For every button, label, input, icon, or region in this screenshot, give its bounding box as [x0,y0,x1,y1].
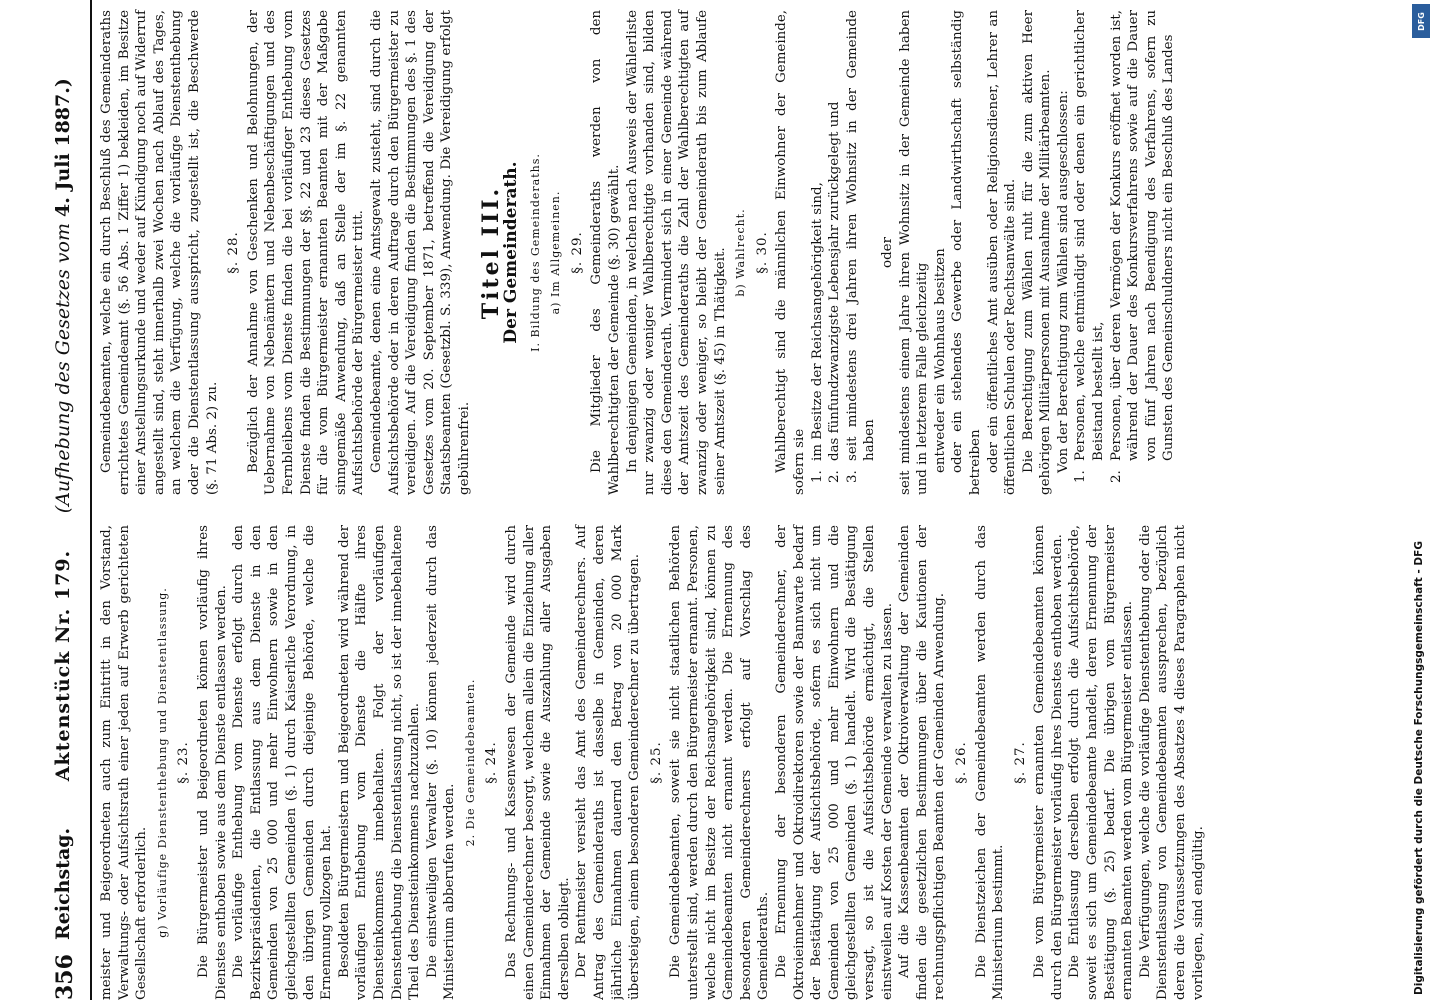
paragraph: entweder ein Wohnhaus besitzen [932,248,948,473]
paragraph: Bezüglich der Annahme von Geschenken und Belohnungen, der Uebernahme von Nebenämtern und Nebenbeschäftigungen und des Fernbleibens vom Dienste finden die bei vorläufiger Enthebung vom Dienste finden die Bestimmungen der §§. 22 und 23 dieses Gesetzes für die vom Bürgermeister ernannten Beamten mit der Maßgabe sinngemäße Anwendung, daß an Stelle der im §. 22 genannten Aufsichtsbehörde der Bürgermeister tritt. [245,10,367,495]
left-column [98,525,1412,1000]
section-heading: §. 30. [754,231,770,274]
title-subheading: Der Gemeinderath. [501,161,522,344]
page-number: 356 [52,954,78,1000]
paragraph: Wahlberechtigt sind die männlichen Einwohner der Gemeinde, sofern sie [774,10,807,495]
paragraph: oder ein stehendes Gewerbe oder Landwirthschaft selbständig betreiben [950,10,983,495]
numbered-list [1072,10,1178,495]
dfg-logo: DFG [1412,4,1430,38]
paragraph: Die vom Bürgermeister ernannten Gemeindebeamten können durch den Bürgermeister vorläufig ihres Dienstes enthoben werden. [1032,525,1065,1000]
paragraph: Besoldeten Bürgermeistern und Beigeordneten wird während der vorläufigen Enthebung vom Dienste die Hälfte ihres Diensteinkommens innebehalten. Folgt der vorläufigen Dienstenthebung die Dienstentlassung nicht, so ist der innebehaltene Theil des Diensteinkommens nachzuzahlen. [336,525,423,1000]
list-item: 1. Personen, welche entmündigt sind oder denen ein gerichtlicher Beistand bestellt ist, [1073,10,1107,483]
law-title: (Aufhebung des Gesetzes vom 4. Juli 1887.) [52,78,74,514]
subheading: g) Vorläufige Dienstenthebung und Dienstentlassung. [155,587,169,938]
title-heading: Titel III. [478,185,505,320]
digitization-credit: Digitalisierung gefördert durch die Deutsche Forschungsgemeinschaft - DFG [1413,541,1425,995]
subheading: a) Im Allgemeinen. [549,190,563,315]
running-head [52,78,74,940]
paragraph: Das Rechnungs- und Kassenwesen der Gemeinde wird durch einen Gemeinderechner besorgt, welchem allein die Einziehung aller Einnahmen der Gemeinde sowie die Auszahlung aller Ausgaben derselben obliegt. [504,525,572,1000]
paragraph: Gemeindebeamten, welche ein durch Beschluß des Gemeinderaths errichtetes Gemeindeamt (§. 56 Abs. 1 Ziffer 1) bekleiden, im Besitze einer Anstellungsurkunde und weder auf Kündigung noch auf Widerruf angestellt sind, steht innerhalb zwei Wochen nach Ablauf des Tages, an welchem die Verfügung, welche die vorläufige Dienstenthebung oder die Dienstentlassung ausspricht, zugestellt ist, die Beschwerde (§. 71 Abs. 2) zu. [99,10,220,495]
paragraph: Die Ernennung der besonderen Gemeinderechner, der Oktroieinnehmer und Oktroidirektoren sowie der Bannwarte bedarf der Bestätigung der Aufsichtsbehörde, sofern es sich nicht um Gemeinden von 25 000 und mehr Einwohnern und die gleichgestellten Gemeinden (§. 1) handelt. Wird die Bestätigung versagt, so ist die Aufsichtsbehörde ermächtigt, die Stellen einstweilen auf Kosten der Gemeinde verwalten zu lassen. [773,525,895,1000]
paragraph: Die Bürgermeister und Beigeordneten können vorläufig ihres Dienstes enthoben sowie aus dem Dienste entlassen werden. [195,525,229,1000]
right-column [98,10,1412,495]
paragraph: Die Mitglieder des Gemeinderaths werden von den Wahlberechtigten der Gemeinde (§. 30) gewählt. [589,10,623,495]
paragraph: Die Gemeindebeamten, soweit sie nicht staatlichen Behörden unterstellt sind, werden durch den Bürgermeister ernannt. Personen, welche nicht im Besitze der Reichsangehörigkeit sind, können zu Gemeindebeamten nicht ernannt werden. Die Ernennung des besonderen Gemeinderechners erfolgt auf Vorschlag des Gemeinderaths. [668,525,772,1000]
paragraph: Die Verfügungen, welche die vorläufige Dienstenthebung oder die Dienstentlassung von Gemeindebeamten aussprechen, bezüglich deren die Voraussetzungen des Absatzes 4 dieses Paragraphen nicht vorliegen, sind endgültig. [1137,525,1206,1000]
section-heading: §. 25. [648,741,664,784]
section-heading: §. 23. [176,741,192,784]
paragraph: In denjenigen Gemeinden, in welchen nach Ausweis der Wählerliste nur zwanzig oder weniger Wahlberechtigte vorhanden sind, bilden diese den Gemeinderath. Vermindert sich in einer Gemeinde während der Amtszeit des Gemeinderaths die Zahl der Wahlberechtigten auf zwanzig oder weniger, so bleibt der Gemeinderath bis zum Ablaufe seiner Amtszeit (§. 45) in Thätigkeit. [624,10,728,495]
section-heading: §. 27. [1012,741,1028,784]
paragraph: Die einstweiligen Verwalter (§. 10) können jederzeit durch das Ministerium abberufen werden. [424,525,458,1000]
section-heading: §. 29. [569,231,585,274]
paragraph: Von der Berechtigung zum Wählen sind ausgeschlossen: [1055,90,1071,473]
connector-text: oder [879,237,895,268]
section-heading: §. 24. [484,741,500,784]
subheading: I. Bildung des Gemeinderaths. [528,153,542,352]
list-item: 1. im Besitze der Reichsangehörigkeit sind, [809,182,825,483]
paragraph: Die Dienstzeichen der Gemeindebeamten werden durch das Ministerium bestimmt. [973,525,1007,1000]
paragraph: Gemeindebeamte, denen eine Amtsgewalt zusteht, sind durch die Aufsichtsbehörde oder in deren Auftrage durch den Bürgermeister zu vereidigen. Auf die Vereidigung finden die Bestimmungen des §. 1 des Gesetzes vom 20. September 1871, betreffend die Vereidigung der Staatsbeamten (Gesetzbl. S. 339), Anwendung. Die Vereidigung erfolgt gebührenfrei. [368,10,472,495]
paragraph: Die Entlassung derselben erfolgt durch die Aufsichtsbehörde, soweit es sich um Gemeindebeamte handelt, deren Ernennung der Bestätigung (§. 25) bedarf. Die übrigen vom Bürgermeister ernannten Beamten werden vom Bürgermeister entlassen. [1067,525,1136,1000]
document-number: Aktenstück Nr. 179. [52,549,74,782]
paragraph: Der Rentmeister versieht das Amt des Gemeinderechners. Auf Antrag des Gemeinderaths ist dasselbe in Gemeinden, deren jährliche Einnahmen dauernd den Betrag von 20 000 Mark übersteigen, einem besonderen Gemeinderechner zu übertragen. [574,525,643,1000]
list-item: 2. Personen, über deren Vermögen der Konkurs eröffnet worden ist, während der Dauer des Konkursverfahrens sowie auf die Dauer von fünf Jahren nach Beendigung des Verfahrens, sofern zu Gunsten des Gemeinschuldners nicht ein Beschluß des Landes [1108,10,1177,483]
scanned-page [46,0,1416,1000]
paragraph: oder ein öffentliches Amt ausüben oder Religionsdiener, Lehrer an öffentlichen Schulen oder Rechtsanwälte sind. [985,10,1019,495]
numbered-list [809,10,879,495]
paragraph: meister und Beigeordneten auch zum Eintritt in den Vorstand, Verwaltungs- oder Aufsichtsrath einer jeden auf Erwerb gerichteten Gesellschaft erforderlich. [99,525,150,1000]
section-heading: §. 26. [953,741,969,784]
digitization-sidebar [1410,0,1432,1000]
paragraph: Die Berechtigung zum Wählen ruht für die zum aktiven Heer gehörigen Militärpersonen mit Ausnahme der Militärbeamten. [1020,10,1054,495]
paragraph: Auf die Kassenbeamten der Oktroiverwaltung der Gemeinden finden die gesetzlichen Bestimmungen über die Kautionen der rechnungspflichtigen Beamten der Gemeinden Anwendung. [897,525,948,1000]
paragraph: Die vorläufige Enthebung vom Dienste erfolgt durch den Bezirkspräsidenten, die Entlassung aus dem Dienste in den Gemeinden von 25 000 und mehr Einwohnern sowie in den gleichgestellten Gemeinden (§. 1) durch Kaiserliche Verordnung, in den übrigen Gemeinden durch diejenige Behörde, welche die Ernennung vollzogen hat. [231,525,335,1000]
section-label: Reichstag. [52,827,74,940]
list-item: 3. seit mindestens drei Jahren ihren Wohnsitz in der Gemeinde haben [844,10,878,483]
subheading: 2. Die Gemeindebeamten. [463,678,477,847]
page-header [46,0,92,1000]
paragraph: seit mindestens einem Jahre ihren Wohnsitz in der Gemeinde haben und in letzterem Falle gleichzeitig [897,10,931,495]
list-item: 2. das fünfundzwanzigste Lebensjahr zurückgelegt und [827,101,843,483]
subheading: b) Wahlrecht. [734,208,748,297]
section-heading: §. 28. [226,231,242,274]
